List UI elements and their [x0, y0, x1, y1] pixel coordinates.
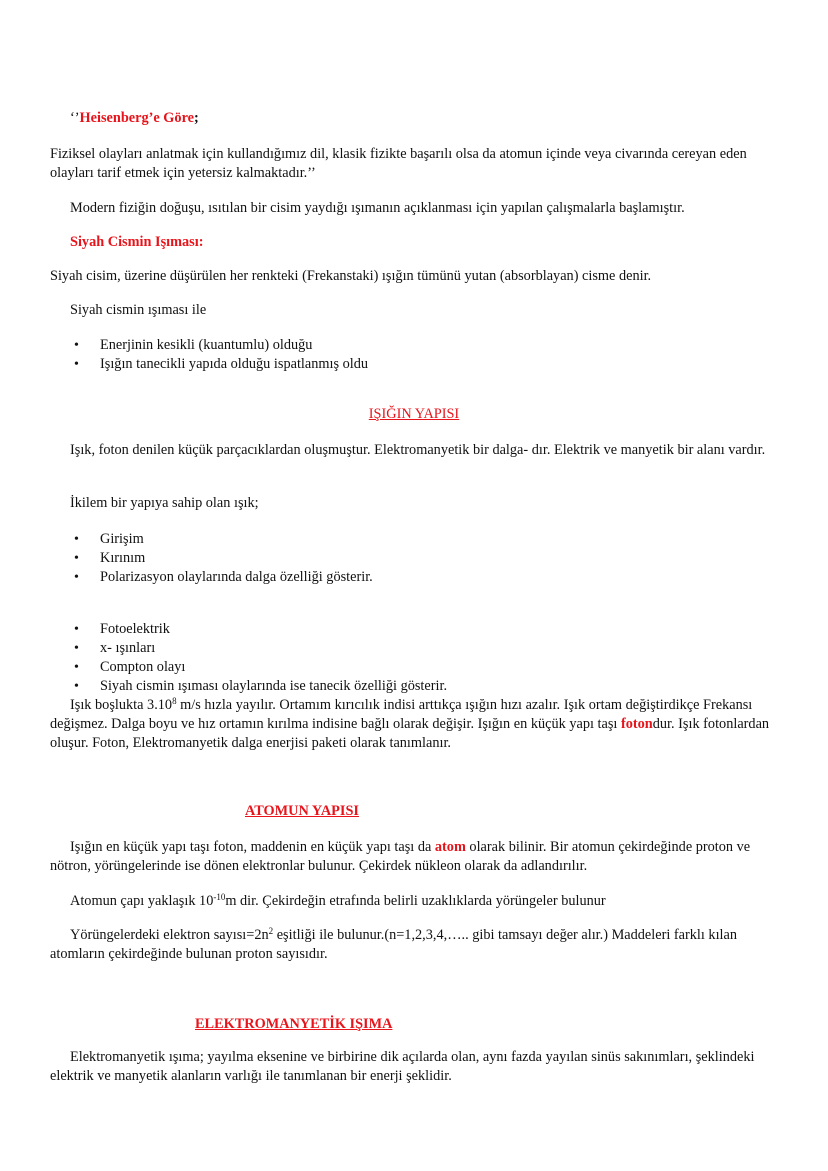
particle-bullet-list — [50, 620, 800, 696]
atom-p1-text-a: Işığın en küçük yapı taşı foton, maddenin en küçük yapı taşı da — [70, 839, 435, 855]
em-radiation-paragraph: Elektromanyetik ışıma; yayılma eksenine ve birbirine dik açılarda olan, aynı fazda yayılan sinüs sakınımları, şeklindeki elektrik ve manyetik alanların varlığı ile tanımlanan bir enerji şeklidir. — [50, 1049, 755, 1084]
list-item: • Kırınım — [100, 549, 800, 568]
foton-highlight: foton — [620, 716, 653, 732]
atom-p2-text-a: Atomun çapı yaklaşık 10 — [70, 893, 214, 909]
black-body-heading: Siyah Cismin Işıması: — [70, 234, 204, 250]
list-item: • Compton olayı — [100, 658, 800, 677]
heisenberg-title — [70, 109, 800, 128]
em-radiation-heading — [195, 1015, 645, 1034]
em-radiation-heading-text: ELEKTROMANYETİK IŞIMA — [195, 1016, 393, 1032]
atom-paragraph-3 — [50, 926, 780, 964]
light-speed-text-2: m/s hızla yayılır. Ortamım kırıcılık indisi arttıkça ışığın hızı azalır. Işık ortam değiştirdikçe Frekansı değişmez. Dalga boyu ve hız ortamın kırılma indisine bağlı olarak değişir. Işığın en küçük yapı taşı — [50, 697, 753, 732]
atom-p3-text-b: eşitliği ile bulunur.(n=1,2,3,4,….. gibi tamsayı değer alır.) Maddeleri farklı kılan atomların çekirdeğinde bulunan proton sayısıdır. — [50, 927, 738, 962]
list-item: • Girişim — [100, 530, 800, 549]
list-item: • Siyah cismin ışıması olaylarında ise tanecik özelliği gösterir. — [100, 677, 800, 696]
heisenberg-title-text: Heisenberg’e Göre — [79, 110, 195, 126]
atom-p3-exponent: 2 — [268, 926, 274, 936]
atom-p2-text-b: m dir. Çekirdeğin etrafında belirli uzaklıklarda yörüngeler bulunur — [225, 893, 606, 909]
atom-structure-heading — [245, 802, 645, 821]
list-item: • Enerjinin kesikli (kuantumlu) olduğu — [100, 336, 800, 355]
atom-paragraph-1 — [50, 838, 780, 876]
light-speed-exponent: 8 — [172, 696, 177, 706]
black-body-bullet-list — [50, 336, 800, 374]
list-item: • Fotoelektrik — [100, 620, 800, 639]
wave-bullet-list — [50, 530, 800, 587]
light-structure-heading — [0, 405, 828, 424]
list-item: • Işığın tanecikli yapıda olduğu ispatlanmış oldu — [100, 355, 800, 374]
atom-p3-text-a: Yörüngelerdeki elektron sayısı=2n — [70, 927, 269, 943]
heisenberg-title-quote: ‘’ — [70, 110, 80, 126]
atom-structure-heading-text: ATOMUN YAPISI — [245, 803, 359, 819]
atom-paragraph-2 — [50, 892, 780, 911]
list-item: • Polarizasyon olaylarında dalga özelliği gösterir. — [100, 568, 800, 587]
atom-highlight: atom — [434, 839, 466, 855]
light-structure-paragraph: Işık, foton denilen küçük parçacıklardan oluşmuştur. Elektromanyetik bir dalga- dır. Elektrik ve manyetik bir alanı vardır. — [70, 442, 766, 458]
heisenberg-title-suffix: ; — [194, 110, 199, 126]
heisenberg-quote: Fiziksel olayları anlatmak için kullandığımız dil, klasik fizikte başarılı olsa da atomun içinde veya civarında cereyan eden olayları tarif etmek için yetersiz kalmaktadır.’’ — [50, 146, 747, 181]
light-speed-paragraph — [50, 696, 780, 753]
light-structure-heading-text: IŞIĞIN YAPISI — [368, 406, 460, 422]
atom-p2-exponent: -10 — [213, 892, 226, 902]
list-item: • x- ışınları — [100, 639, 800, 658]
dual-nature-intro: İkilem bir yapıya sahip olan ışık; — [70, 495, 259, 511]
atom-p1-text-b: olarak bilinir. Bir atomun çekirdeğinde proton ve nötron, yörüngelerinde ise dönen elektronlar bulunur. Çekirdek nükleon olarak da adlandırılır. — [50, 839, 751, 874]
light-speed-text-1: Işık boşlukta 3.10 — [70, 697, 173, 713]
black-body-intro: Siyah cismin ışıması ile — [70, 302, 207, 318]
modern-physics-paragraph: Modern fiziğin doğuşu, ısıtılan bir cisim yaydığı ışımanın açıklanması için yapılan çalışmalarla başlamıştır. — [70, 200, 685, 216]
black-body-definition: Siyah cisim, üzerine düşürülen her renkteki (Frekanstaki) ışığın tümünü yutan (absorblayan) cisme denir. — [50, 268, 652, 284]
light-speed-text-3: dur. Işık fotonlardan oluşur. Foton, Elektromanyetik dalga enerjisi paketi olarak tanımlanır. — [50, 716, 770, 751]
